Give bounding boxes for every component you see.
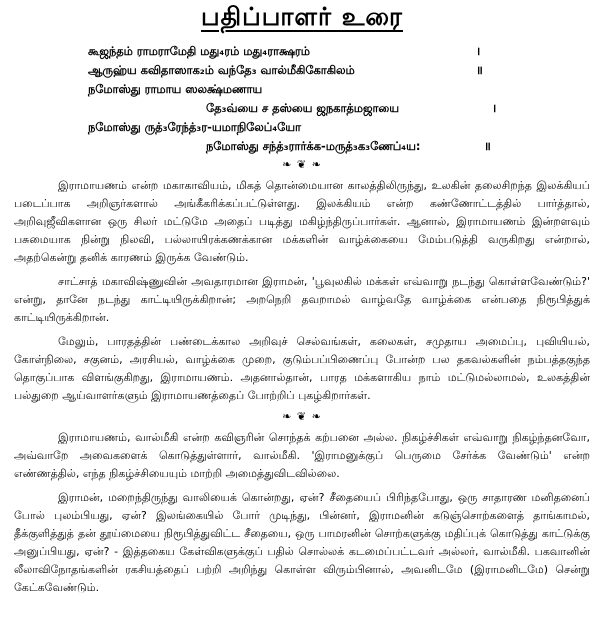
flourish-icon: ❧ ❦ ❧ — [282, 158, 322, 171]
verse-end-mark: । — [476, 44, 481, 58]
sanskrit-verses — [14, 43, 590, 157]
page — [0, 2, 600, 622]
paragraph: மேலும், பாரதத்தின் பண்டைக்கால அறிவுச் செல்வங்கள், கலைகள், சமுதாய அமைப்பு, புவியியல், கோள்நிலை, சகுனம், அரசியல், வாழ்க்கை முறை, குடும்பப்பிணைப்பு போன்ற பல தகவல்களின் நம்பத்தகுந்த தொகுப்பாக விளங்குகிறது, இராமாயணம். அதனால்தான், பாரத மக்களாகிய நாம் மட்டுமல்லாமல், உலகத்தின் பல்துறை ஆய்வாளர்களும் இராமாயணத்தைப் போற்றிப் புகழ்கிறார்கள். — [14, 335, 590, 402]
verse-line — [14, 119, 590, 138]
verse-text: கூஜந்தம் ராமராமேதி மது₄ரம் மது₄ராக்ஷரம் — [88, 44, 310, 58]
verse-end-mark: ॥ — [476, 63, 483, 77]
verse-line — [14, 81, 590, 100]
verse-end-mark: ॥ — [484, 139, 491, 153]
verse-text: ஆருஹ்ய கவிதாஸாக₂ம் வந்தே₃ வால்மீகிகோகிலம் — [88, 63, 355, 77]
verse-text: தே₃வ்யை ச தஸ்யை ஜநகாத்மஜாயை — [206, 101, 399, 115]
verse-end-mark: । — [492, 101, 497, 115]
page-title: பதிப்பாளர் உரை — [201, 2, 403, 31]
ornament-divider — [14, 411, 590, 423]
paragraph: சாட்சாத் மகாவிஷ்ணுவின் அவதாரமான இராமன், 'பூவுலகில் மக்கள் எவ்வாறு நடந்து கொள்ளவேண்டும்?' என்று, தானே நடந்து காட்டியிருக்கிறான்; அறநெறி தவறாமல் வாழ்வதே வாழ்க்கை என்பதை நிரூபித்துக் காட்டியிருக்கிறான். — [14, 275, 590, 324]
verse-text: நமோஸ்து சந்த்₃ரார்க்க-மருத்₃க₃ணேப்₄ய: — [206, 139, 421, 153]
verse-line — [14, 43, 590, 62]
verse-line — [14, 62, 590, 81]
verse-line — [14, 100, 590, 119]
flourish-icon: ❧ ❦ ❧ — [282, 410, 322, 423]
verse-text: நமோஸ்து ராமாய ஸலக்ஷ்மணாய — [88, 82, 263, 96]
ornament-divider — [14, 159, 590, 171]
paragraph: இராமன், மறைந்திருந்து வாலியைக் கொன்றது, ஏன்? சீதையைப் பிரிந்தபோது, ஒரு சாதாரண மனிதனைப் போல் புலம்பியது, ஏன்? இலங்கையில் போர் முடிந்து, பின்னர், இராமனின் கடுஞ்சொற்களைத் தாங்காமல், தீக்குளித்துத் தன் தூய்மையை நிரூபித்துவிட்ட சீதையை, ஒரு பாமரனின் சொற்களுக்கு மதிப்புக் கொடுத்து காட்டுக்கு அனுப்பியது, ஏன்? - இத்தகைய கேள்விகளுக்குப் பதில் சொல்லக் கடமைப்பட்டவர் அல்லர், வால்மீகி. பகவானின் லீலாவிநோதங்களின் ரகசியத்தைப் பற்றி அறிந்து கொள்ள விரும்பினால், அவனிடமே (இராமனிடமே) சென்று கேட்கவேண்டும். — [14, 491, 590, 594]
paragraph: இராமாயணம் என்ற மகாகாவியம், மிகத் தொன்மையான காலத்திலிருந்து, உலகின் தலைசிறந்த இலக்கியப் படைப்பாக அறிஞர்களால் அங்கீகரிக்கப்பட்டுள்ளது. இலக்கியம் என்ற கண்ணோட்டத்தில் பார்த்தால், அறிவுஜீவிகளான ஒரு சிலர் மட்டுமே அதைப் படித்து மகிழ்ந்திருப்பார்கள். ஆனால், இராமாயணம் இன்றளவும் பசுமையாக நின்று நிலவி, பல்லாயிரக்கணக்கான மக்களின் வாழ்க்கையை மேம்படுத்தி வருகிறது என்றால், அதற்கென்று தனிக் காரணம் இருக்க வேண்டும். — [14, 179, 590, 264]
paragraph: இராமாயணம், வால்மீகி என்ற கவிஞரின் சொந்தக் கற்பனை அல்ல. நிகழ்ச்சிகள் எவ்வாறு நிகழ்ந்தனவோ, அவ்வாறே அவைகளைக் கொடுத்துள்ளார், வால்மீகி. 'இராமனுக்குப் பெருமை சேர்க்க வேண்டும்' என்ற எண்ணத்தில், எந்த நிகழ்ச்சியையும் மாற்றி அமைத்துவிடவில்லை. — [14, 431, 590, 480]
verse-line — [14, 138, 590, 157]
verse-text: நமோஸ்து ருத்₃ரேந்த்₃ர-யமாநிலேப்₄யோ — [88, 120, 301, 134]
